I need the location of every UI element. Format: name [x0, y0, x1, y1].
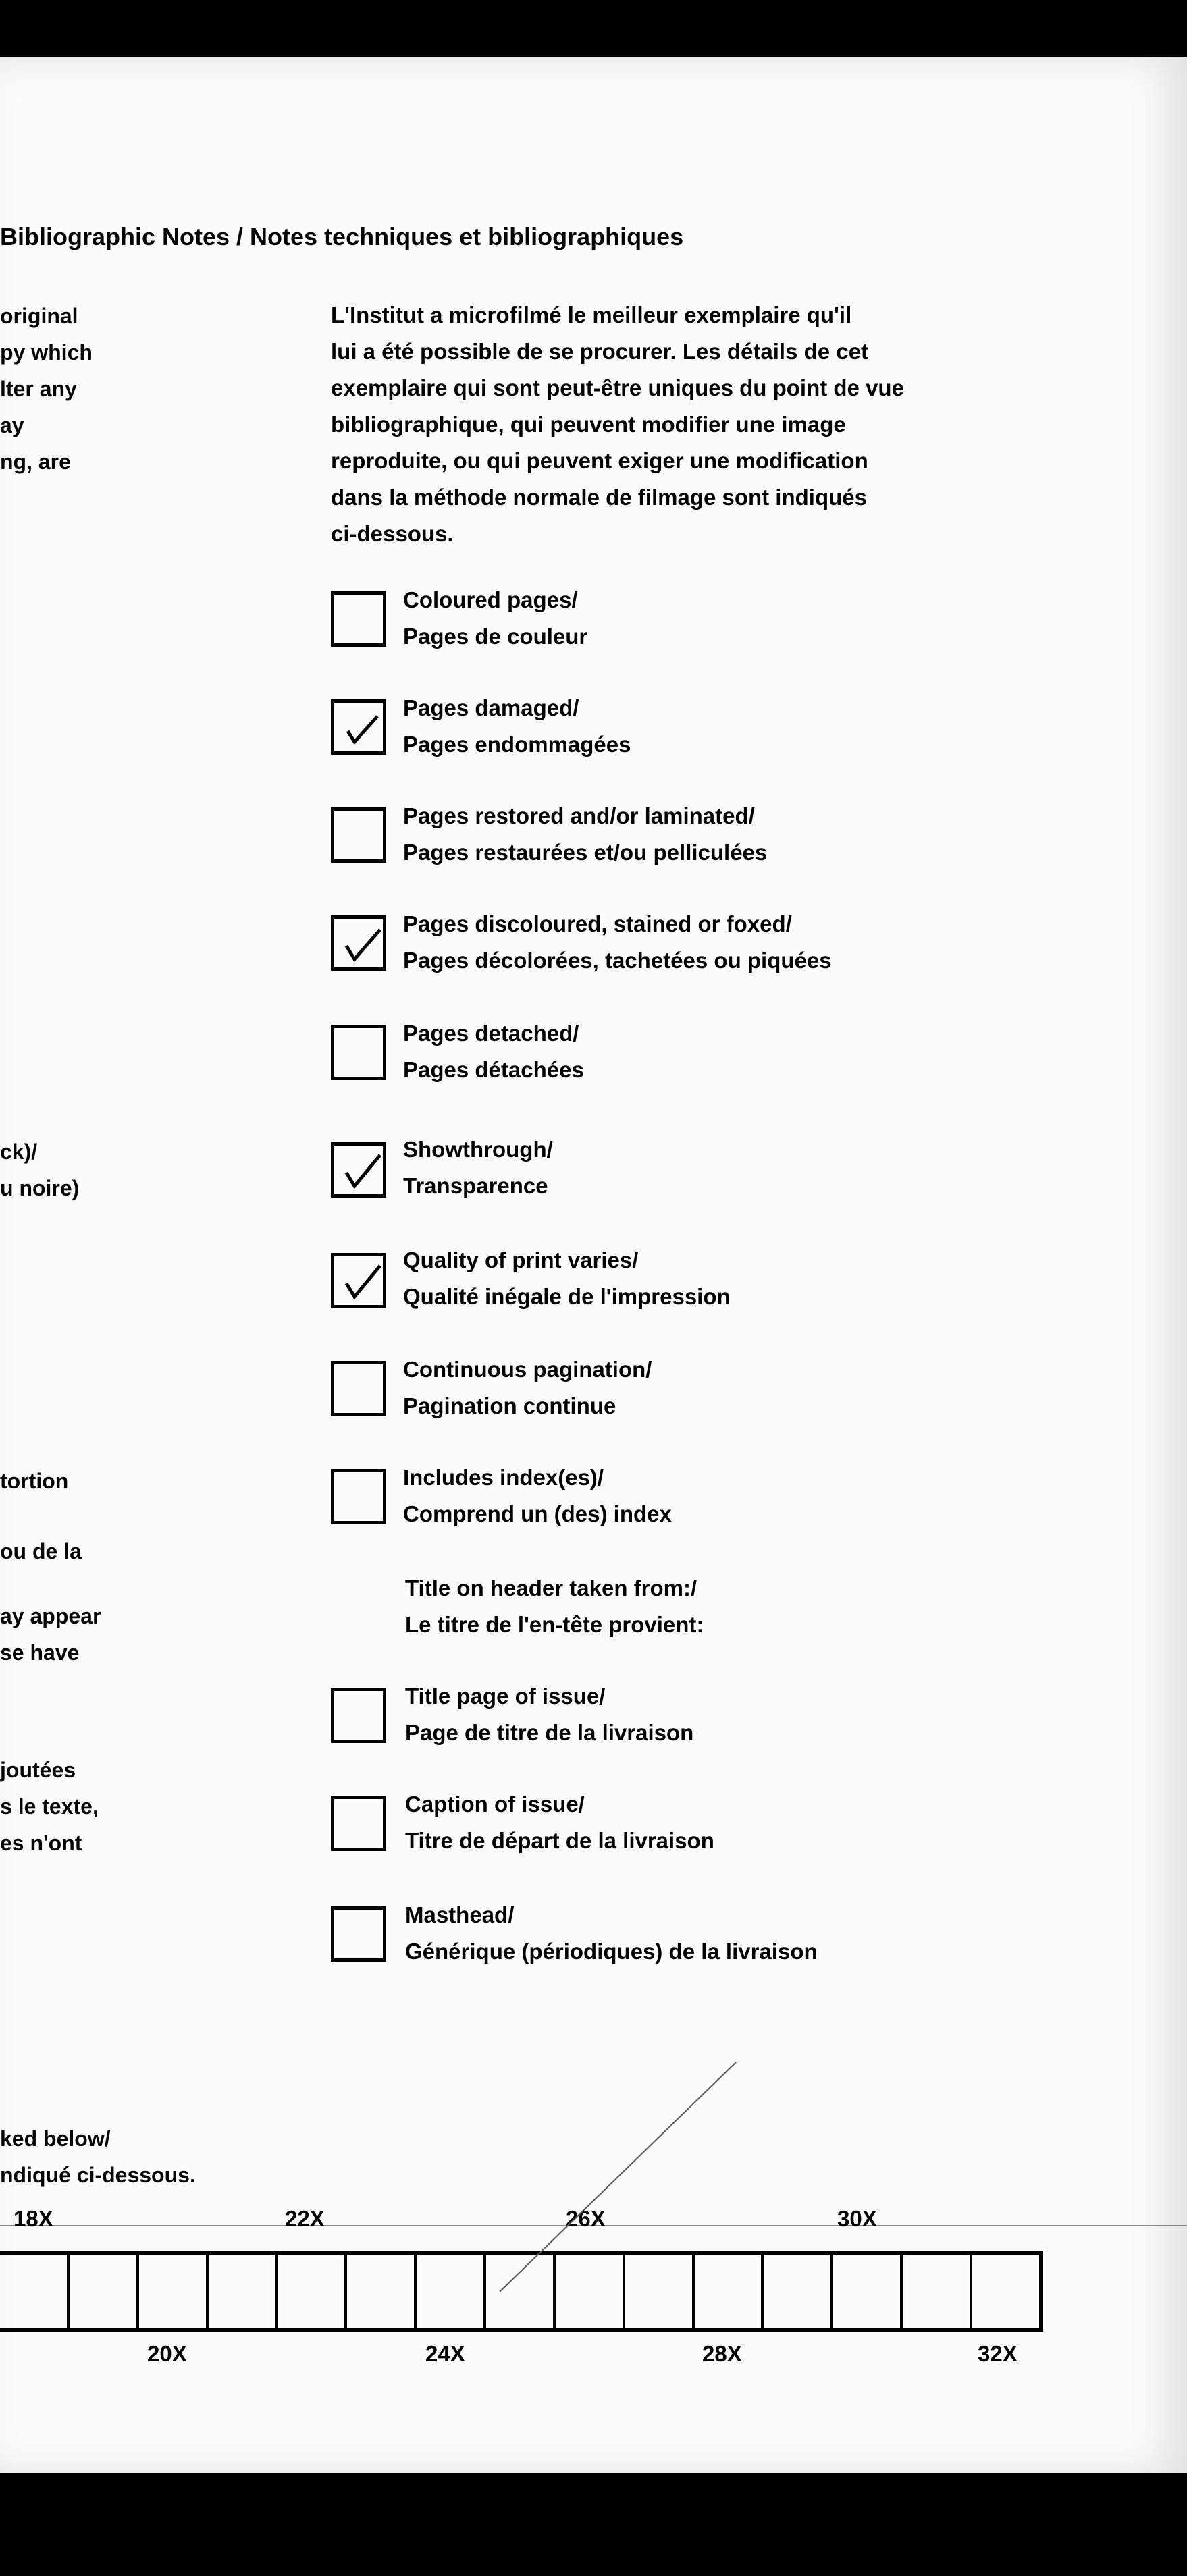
checkbox-continuous-pagination[interactable] [331, 1361, 386, 1416]
left-fragment: es n'ont [0, 1831, 82, 1855]
item-label-fr: Générique (périodiques) de la livraison [405, 1939, 818, 1964]
check-mark-icon [338, 1260, 381, 1304]
item-label-fr: Transparence [403, 1173, 548, 1198]
left-fragment: tortion [0, 1469, 69, 1493]
checkbox-pages-damaged[interactable] [331, 699, 386, 755]
checkbox-caption-issue[interactable] [331, 1796, 386, 1851]
check-mark-icon [338, 707, 381, 750]
item-label-en: Continuous pagination/ [403, 1357, 652, 1382]
left-fragment: ng, are [0, 450, 71, 474]
item-label-en: Showthrough/ [403, 1137, 553, 1162]
institut-paragraph [331, 297, 1047, 552]
paragraph-line: lui a été possible de se procurer. Les détails de cet [331, 339, 868, 364]
item-label-fr: Pages restaurées et/ou pelliculées [403, 840, 768, 865]
reduction-label: 20X [147, 2341, 187, 2366]
item-label-fr: Page de titre de la livraison [405, 1720, 694, 1745]
left-fragment: ked below/ [0, 2126, 111, 2151]
item-label-en: Coloured pages/ [403, 587, 578, 612]
reduction-label: 26X [566, 2206, 606, 2231]
item-label-en: Pages discoloured, stained or foxed/ [403, 911, 792, 936]
grid-cell[interactable] [414, 2255, 483, 2328]
reduction-label: 32X [978, 2341, 1018, 2366]
item-label-en: Title page of issue/ [405, 1684, 606, 1709]
paragraph-line: ci-dessous. [331, 521, 454, 546]
left-fragment: py which [0, 340, 93, 365]
left-fragment: ay [0, 413, 24, 437]
left-fragment: ndiqué ci-dessous. [0, 2163, 196, 2187]
item-label-en: Caption of issue/ [405, 1792, 585, 1817]
item-label-fr: Comprend un (des) index [403, 1501, 672, 1526]
title-header-en: Title on header taken from:/ [405, 1576, 697, 1601]
left-fragment: joutées [0, 1758, 76, 1782]
left-fragment: lter any [0, 377, 77, 401]
grid-cell[interactable] [830, 2255, 900, 2328]
item-label-fr: Pages décolorées, tachetées ou piquées [403, 948, 832, 973]
item-label-fr: Pages détachées [403, 1057, 584, 1082]
paragraph-line: reproduite, ou qui peuvent exiger une modification [331, 448, 868, 473]
item-label-en: Pages restored and/or laminated/ [403, 803, 755, 828]
item-label-en: Quality of print varies/ [403, 1247, 639, 1272]
reduction-label: 18X [14, 2206, 53, 2231]
item-label-en: Pages damaged/ [403, 695, 579, 720]
grid-cell[interactable] [67, 2255, 136, 2328]
check-mark-icon [338, 1150, 381, 1193]
grid-cell[interactable] [206, 2255, 275, 2328]
grid-cell[interactable] [900, 2255, 970, 2328]
diagonal-pencil-line [486, 2052, 756, 2302]
item-label-fr: Pages endommagées [403, 732, 631, 757]
title-header-fr: Le titre de l'en-tête provient: [405, 1612, 704, 1637]
scan-border [0, 2473, 1187, 2576]
left-fragment: ay appear [0, 1604, 101, 1628]
grid-cell[interactable] [761, 2255, 830, 2328]
item-label-en: Pages detached/ [403, 1021, 579, 1046]
paragraph-line: dans la méthode normale de filmage sont indiqués [331, 485, 867, 510]
grid-cell[interactable] [136, 2255, 206, 2328]
reduction-label: 28X [702, 2341, 742, 2366]
check-mark-icon [338, 923, 381, 966]
item-label-en: Includes index(es)/ [403, 1465, 604, 1490]
item-label-fr: Pagination continue [403, 1393, 616, 1418]
grid-cell[interactable] [344, 2255, 414, 2328]
left-fragment: se have [0, 1640, 80, 1665]
checkbox-quality-print[interactable] [331, 1253, 386, 1308]
left-fragment: s le texte, [0, 1794, 99, 1819]
paragraph-line: bibliographique, qui peuvent modifier une image [331, 412, 846, 437]
checkbox-pages-restored[interactable] [331, 807, 386, 863]
paragraph-line: exemplaire qui sont peut-être uniques du point de vue [331, 375, 904, 400]
grid-cell[interactable] [0, 2255, 67, 2328]
checkbox-coloured-pages[interactable] [331, 591, 386, 647]
item-label-fr: Titre de départ de la livraison [405, 1828, 714, 1853]
checkbox-showthrough[interactable] [331, 1142, 386, 1198]
reduction-label: 30X [837, 2206, 877, 2231]
checkbox-includes-index[interactable] [331, 1469, 386, 1524]
left-fragment: u noire) [0, 1176, 80, 1200]
grid-cell[interactable] [275, 2255, 344, 2328]
reduction-label: 22X [285, 2206, 325, 2231]
left-fragment: original [0, 304, 78, 328]
left-fragment: ck)/ [0, 1139, 38, 1164]
grid-cell[interactable] [970, 2255, 1039, 2328]
item-label-en: Masthead/ [405, 1902, 515, 1927]
page-heading: Bibliographic Notes / Notes techniques et bibliographiques [0, 223, 684, 250]
paragraph-line: L'Institut a microfilmé le meilleur exemplaire qu'il [331, 302, 852, 327]
checkbox-pages-discoloured[interactable] [331, 915, 386, 971]
checkbox-title-page-issue[interactable] [331, 1688, 386, 1743]
checkbox-masthead[interactable] [331, 1906, 386, 1962]
item-label-fr: Pages de couleur [403, 624, 588, 649]
reduction-label: 24X [425, 2341, 465, 2366]
left-fragment: ou de la [0, 1539, 82, 1563]
checkbox-pages-detached[interactable] [331, 1025, 386, 1080]
item-label-fr: Qualité inégale de l'impression [403, 1284, 731, 1309]
